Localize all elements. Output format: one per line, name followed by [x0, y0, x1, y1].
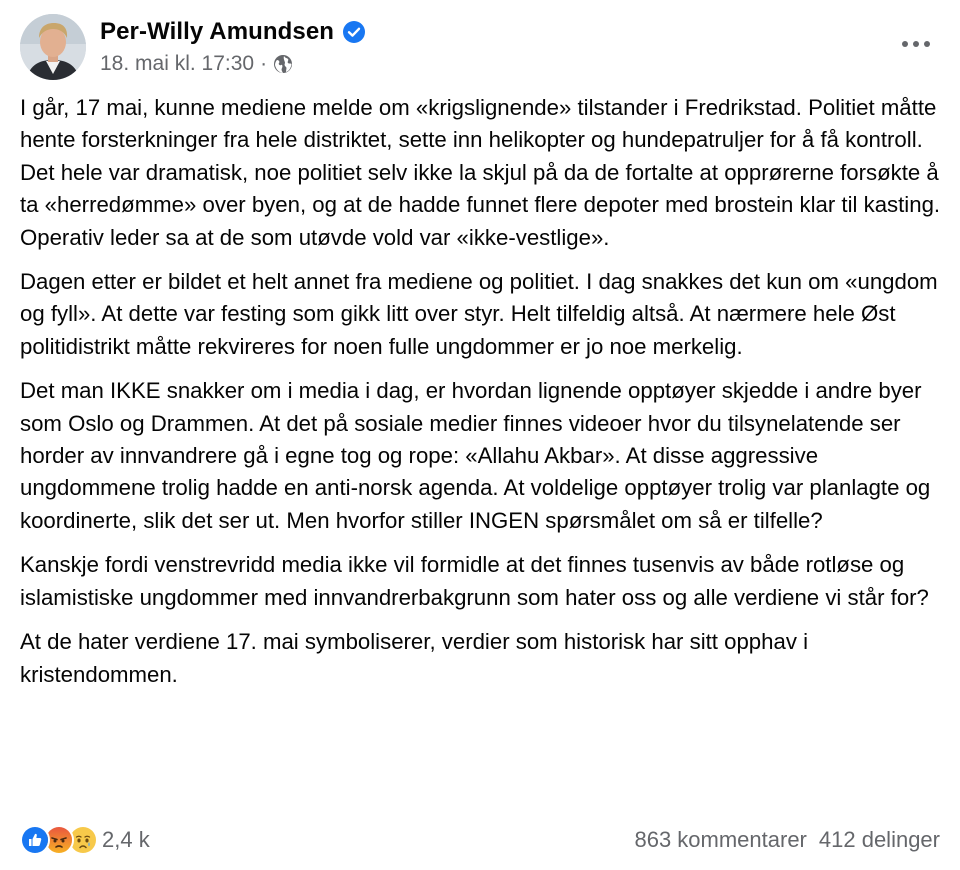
verified-badge-icon	[342, 20, 366, 44]
like-icon	[20, 825, 50, 855]
more-options-button[interactable]	[898, 32, 934, 56]
post-paragraph: Det man IKKE snakker om i media i dag, er hvordan lignende opptøyer skjedde i andre byer som Oslo og Drammen. At det på sosiale medier finnes videoer hvor du tilsynelatende ser horder av innvandrere gå i egne tog og rope: «Allahu Akbar». At disse aggressive ungdommene trolig hadde en anti-norsk agenda. At voldelige opptøyer trolig var planlagte og koordinerte, slik det ser ut. Men hvorfor stiller INGEN spørsmålet om så er tilfelle?	[20, 378, 931, 533]
post-footer	[20, 822, 940, 858]
post-paragraph: I går, 17 mai, kunne mediene melde om «krigslignende» tilstander i Fredrikstad. Politiet måtte hente forsterkninger fra hele distriktet, sette inn helikopter og hundepatruljer for å få kontroll. Det hele var dramatisk, noe politiet selv ikke la skjul på da de fortalte at opprørerne forsøkte å ta «herredømme» over byen, og at de hadde funnet flere depoter med brostein klar til kasting. Operativ leder sa at de som utøvde vold var «ikke-vestlige».	[20, 95, 941, 250]
post-header	[20, 14, 940, 84]
globe-icon	[273, 54, 293, 74]
shares-count[interactable]: 412 delinger	[818, 827, 940, 852]
more-dot-icon	[924, 41, 930, 47]
post-body	[20, 92, 950, 703]
post-paragraph: Dagen etter er bildet et helt annet fra mediene og politiet. I dag snakkes det kun om «ungdom og fyll». At dette var festing som gikk litt over styr. Helt tilfeldig altså. At nærmere hele Øst politidistrikt måtte rekvireres for noen fulle ungdommer er jo noe merkelig.	[20, 269, 938, 359]
reactions-summary[interactable]	[20, 825, 150, 855]
meta-separator: ·	[260, 52, 268, 75]
reaction-icons	[20, 825, 92, 855]
post-paragraph: At de hater verdiene 17. mai symboliserer, verdier som historisk har sitt opphav i kristendommen.	[20, 629, 809, 687]
post-meta	[100, 52, 293, 76]
post-paragraph: Kanskje fordi venstrevridd media ikke vil formidle at det finnes tusenvis av både rotløse og islamistiske ungdommer med innvandrerbakgrunn som hater oss og alle verdiene vi står for?	[20, 552, 929, 610]
more-dot-icon	[902, 41, 908, 47]
comments-count[interactable]: 863 kommentarer	[634, 827, 807, 852]
reaction-count[interactable]: 2,4 k	[102, 827, 150, 852]
more-dot-icon	[913, 41, 919, 47]
avatar[interactable]	[20, 14, 86, 80]
author-name[interactable]: Per-Willy Amundsen	[100, 18, 335, 45]
post-stats	[634, 827, 940, 853]
post-timestamp[interactable]: 18. mai kl. 17:30	[100, 52, 255, 75]
author-row	[100, 18, 366, 46]
